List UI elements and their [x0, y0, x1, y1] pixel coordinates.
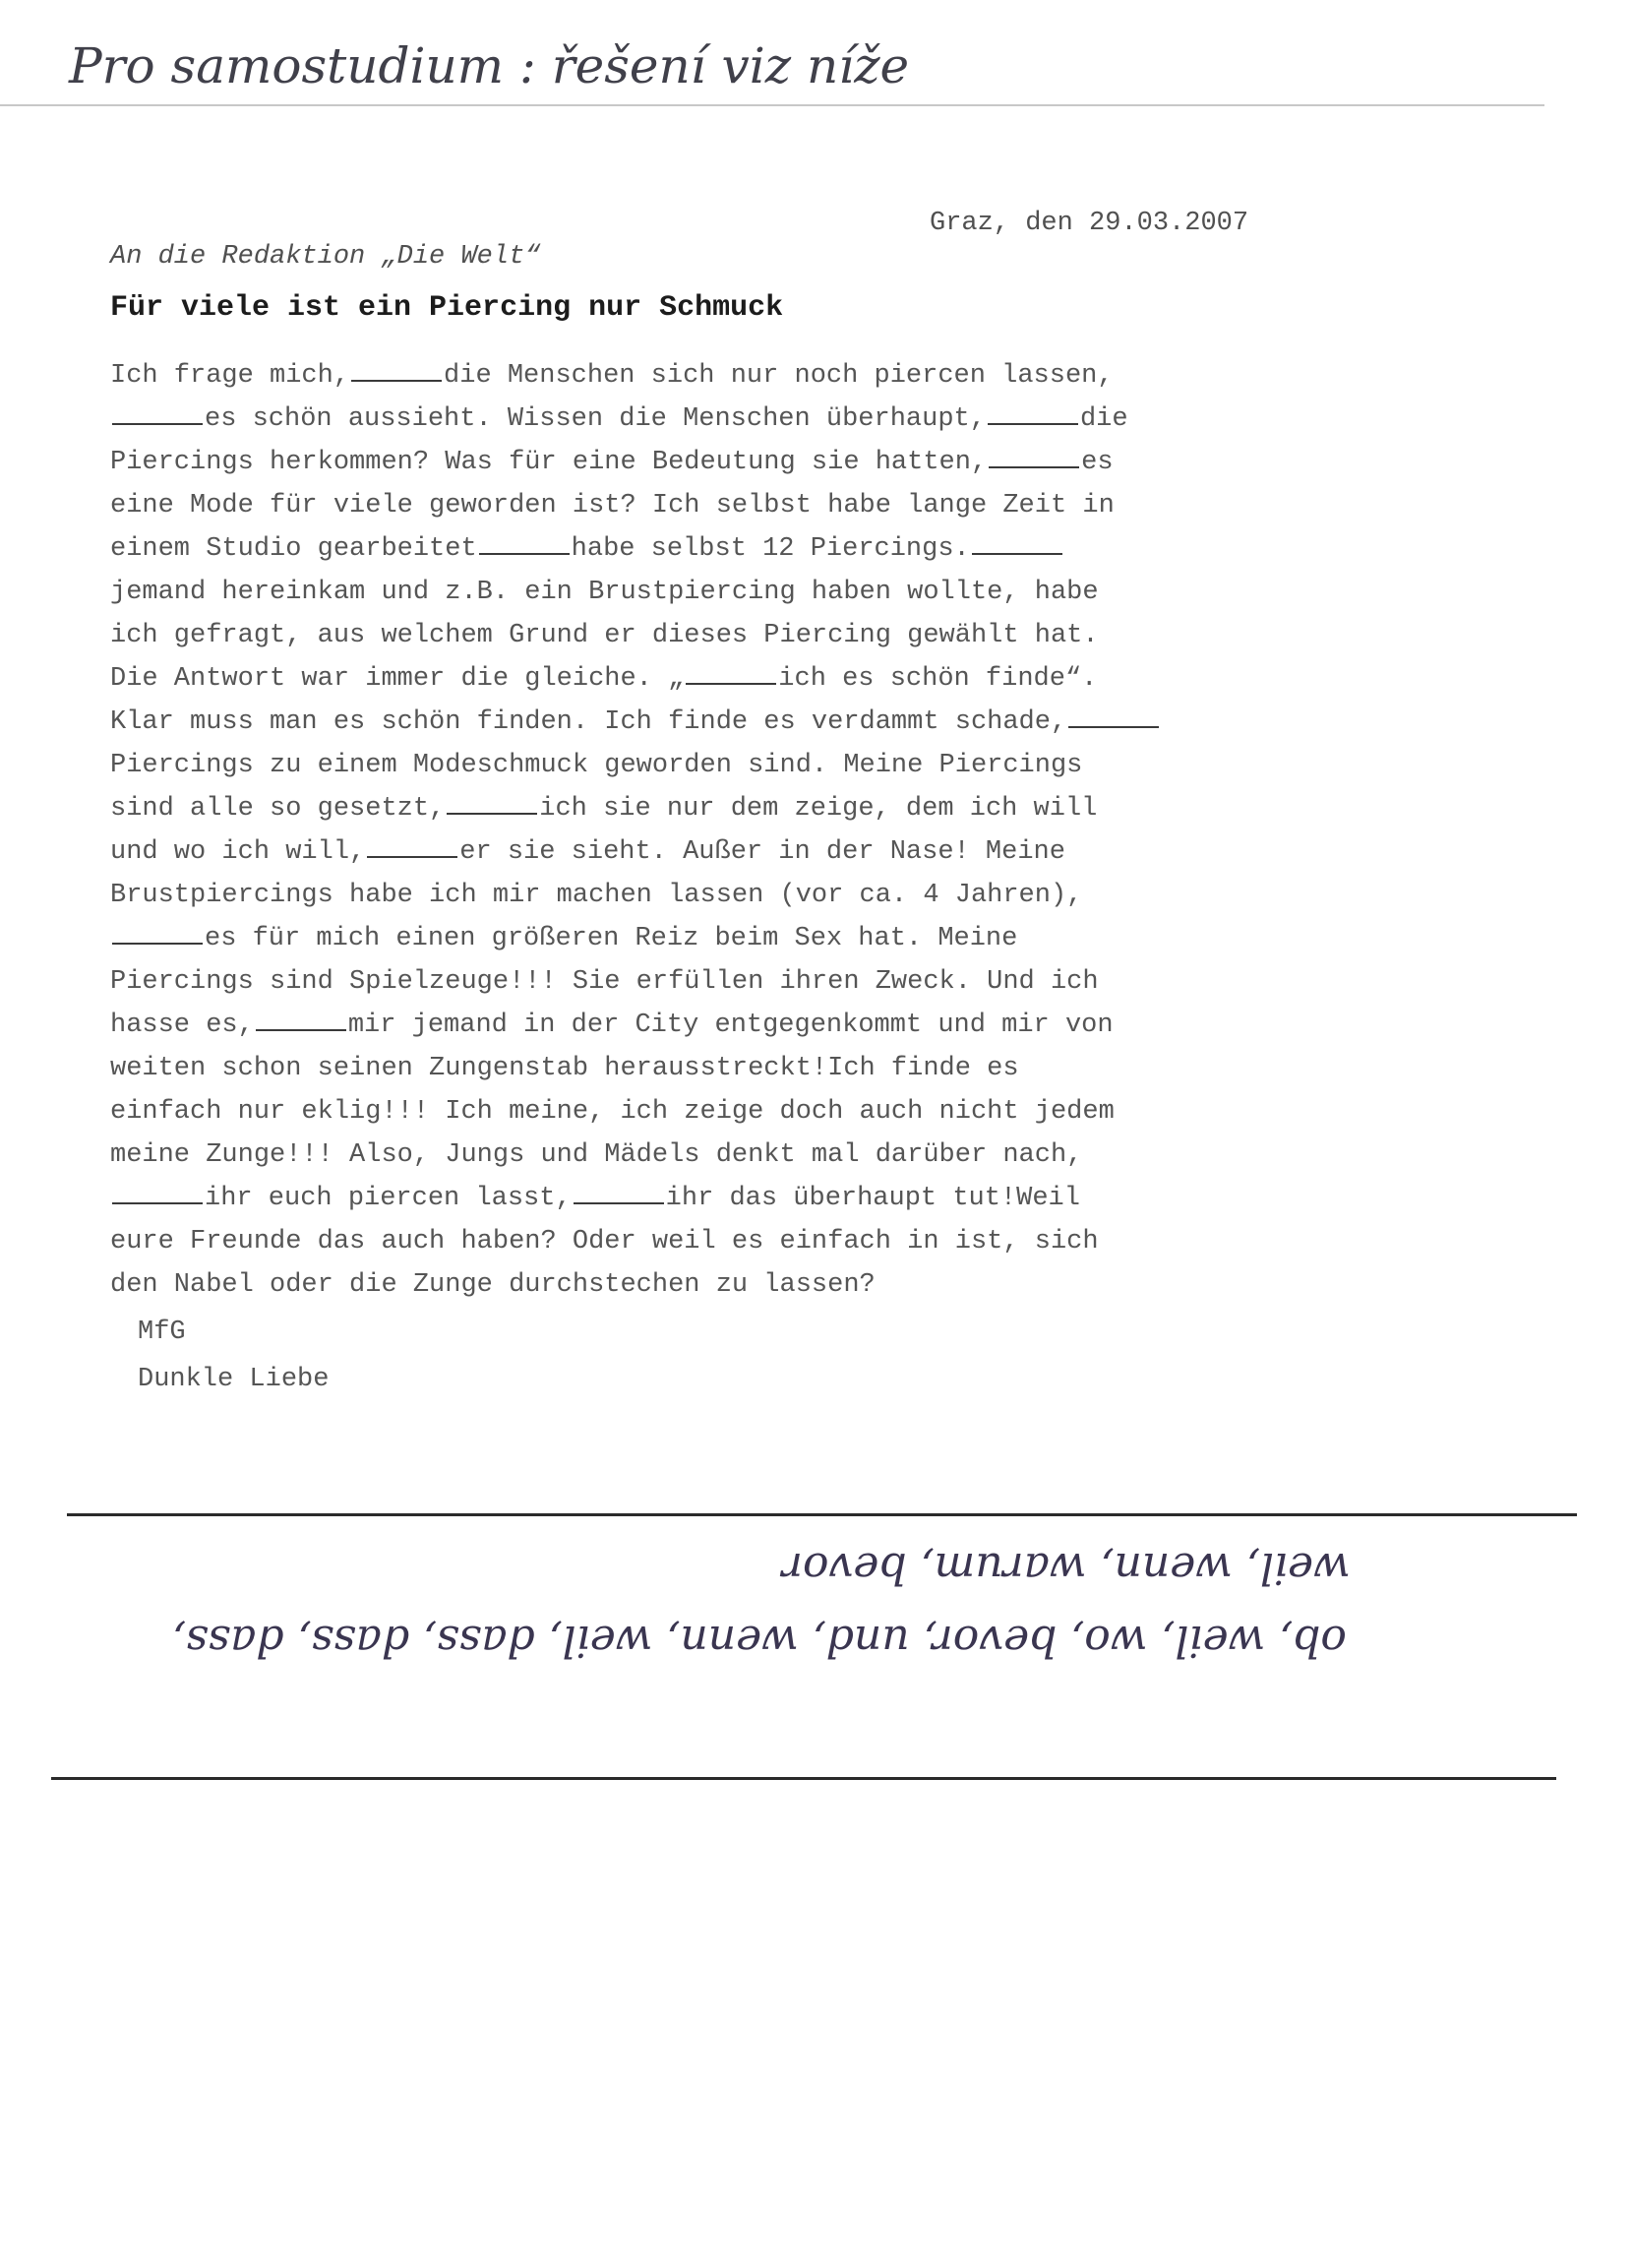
- fill-in-blank: [112, 403, 203, 425]
- fill-in-blank: [112, 923, 203, 945]
- answers-top-rule: [67, 1513, 1577, 1516]
- letter-line: [110, 527, 1330, 571]
- letter-text: eine Mode für viele geworden ist? Ich selbst habe lange Zeit in: [110, 491, 1115, 521]
- fill-in-blank: [367, 836, 457, 858]
- letter-text: jemand hereinkam und z.B. ein Brustpiercing haben wollte, habe: [110, 578, 1099, 607]
- letter-line: [110, 484, 1330, 527]
- letter-text: Klar muss man es schön finden. Ich finde es verdammt schade,: [110, 707, 1067, 737]
- letter-closing-block: [138, 1309, 329, 1403]
- letter-text: die Menschen sich nur noch piercen lassen,: [444, 361, 1114, 391]
- letter-line: [110, 744, 1330, 787]
- fill-in-blank: [1068, 706, 1159, 728]
- letter-line: [110, 701, 1330, 744]
- letter-text: habe selbst 12 Piercings.: [571, 534, 970, 564]
- letter-text: Brustpiercings habe ich mir machen lassen (vor ca. 4 Jahren),: [110, 881, 1083, 910]
- letter-signature: Dunkle Liebe: [138, 1365, 330, 1394]
- letter-line: [110, 441, 1330, 484]
- letter-text: Piercings sind Spielzeuge!!! Sie erfüllen ihren Zweck. Und ich: [110, 967, 1099, 997]
- letter-text: eure Freunde das auch haben? Oder weil es einfach in ist, sich: [110, 1227, 1099, 1257]
- letter-closing: MfG: [138, 1318, 186, 1347]
- letter-line: [110, 1177, 1330, 1220]
- header-rule: [0, 104, 1544, 106]
- letter-text: ich es schön finde“.: [778, 664, 1098, 694]
- letter-recipient: An die Redaktion „Die Welt“: [110, 242, 541, 272]
- fill-in-blank: [256, 1010, 346, 1031]
- letter-line: [110, 657, 1330, 701]
- letter-line: [110, 874, 1330, 917]
- fill-in-blank: [988, 403, 1078, 425]
- fill-in-blank: [112, 1183, 203, 1204]
- fill-in-blank: [479, 533, 570, 555]
- letter-text: den Nabel oder die Zunge durchstechen zu lassen?: [110, 1270, 876, 1300]
- letter-line: [110, 1263, 1330, 1307]
- letter-text: ich gefragt, aus welchem Grund er dieses Piercing gewählt hat.: [110, 621, 1099, 650]
- fill-in-blank: [686, 663, 776, 685]
- letter-text: die: [1079, 404, 1128, 434]
- letter-text: meine Zunge!!! Also, Jungs und Mädels denkt mal darüber nach,: [110, 1140, 1083, 1170]
- letter-body: [110, 354, 1330, 1307]
- letter-line: [110, 787, 1330, 830]
- letter-text: hasse es,: [110, 1011, 254, 1040]
- letter-headline: Für viele ist ein Piercing nur Schmuck: [110, 291, 784, 325]
- letter-text: einem Studio gearbeitet: [110, 534, 477, 564]
- letter-text: Piercings herkommen? Was für eine Bedeutung sie hatten,: [110, 448, 988, 477]
- fill-in-blank: [447, 793, 537, 815]
- letter-line: [110, 830, 1330, 874]
- letter-text: ich sie nur dem zeige, dem ich will: [539, 794, 1098, 824]
- answer-key-line-2: ob, weil, wo, bevor, und, wenn, weil, dass, dass, dass,: [172, 1616, 1347, 1666]
- handwritten-header: Pro samostudium : řešení viz níže: [69, 37, 910, 94]
- letter-line: [110, 354, 1330, 398]
- letter-text: einfach nur eklig!!! Ich meine, ich zeige doch auch nicht jedem: [110, 1097, 1115, 1127]
- letter-line: [110, 1134, 1330, 1177]
- letter-date: Graz, den 29.03.2007: [930, 209, 1249, 238]
- letter-line: [110, 1004, 1330, 1047]
- letter-line: [110, 1047, 1330, 1090]
- letter-text: ihr euch piercen lasst,: [205, 1184, 572, 1213]
- letter-text: Ich frage mich,: [110, 361, 350, 391]
- letter-line: [110, 571, 1330, 614]
- letter-line: [110, 960, 1330, 1004]
- answers-bottom-rule: [51, 1777, 1556, 1780]
- letter-text: mir jemand in der City entgegenkommt und mir von: [347, 1011, 1114, 1040]
- letter-text: Piercings zu einem Modeschmuck geworden sind. Meine Piercings: [110, 751, 1083, 780]
- letter-text: ihr das überhaupt tut!Weil: [665, 1184, 1080, 1213]
- letter-text: es schön aussieht. Wissen die Menschen überhaupt,: [205, 404, 986, 434]
- letter-line: [110, 1220, 1330, 1263]
- letter-line: [110, 917, 1330, 960]
- answer-key-line-1: weil, wenn, warum, bevor: [782, 1543, 1351, 1593]
- fill-in-blank: [351, 360, 442, 382]
- fill-in-blank: [972, 533, 1062, 555]
- letter-text: Die Antwort war immer die gleiche. „: [110, 664, 685, 694]
- fill-in-blank: [574, 1183, 664, 1204]
- letter-text: er sie sieht. Außer in der Nase! Meine: [459, 837, 1065, 867]
- letter-text: und wo ich will,: [110, 837, 366, 867]
- fill-in-blank: [989, 447, 1079, 468]
- letter-text: es für mich einen größeren Reiz beim Sex hat. Meine: [205, 924, 1018, 953]
- letter-text: weiten schon seinen Zungenstab herausstreckt!Ich finde es: [110, 1054, 1019, 1083]
- letter-text: sind alle so gesetzt,: [110, 794, 446, 824]
- letter-line: [110, 398, 1330, 441]
- letter-line: [110, 614, 1330, 657]
- letter-line: [110, 1090, 1330, 1134]
- letter-text: es: [1081, 448, 1114, 477]
